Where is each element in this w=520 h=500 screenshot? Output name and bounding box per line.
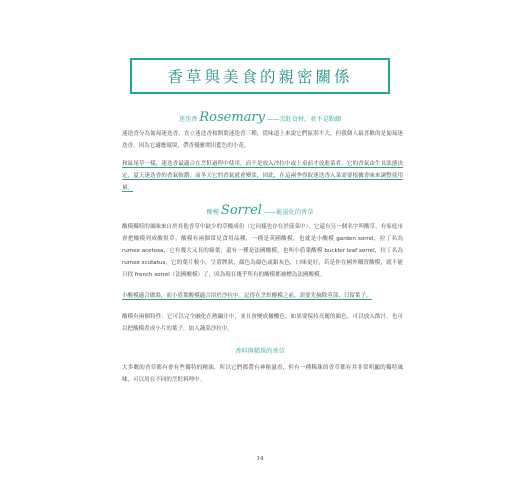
heading-script-word: Sorrel bbox=[220, 203, 262, 218]
section-heading-spices bbox=[0, 346, 520, 355]
page-number: 14 bbox=[256, 456, 264, 462]
page-title: 香草與美食的親密關係 bbox=[167, 68, 353, 86]
section-heading-sorrel bbox=[0, 203, 520, 218]
heading-suffix: ——烹飪食材，並不是點綴 bbox=[266, 116, 342, 123]
title-box bbox=[130, 58, 390, 94]
paragraph-highlighted bbox=[122, 290, 403, 302]
highlighted-text: 和鼠尾草一樣，迷迭香最適合在烹飪過程中使用，而不是放入沙拉中或上桌前才放進菜肴。它的香氣由生長狀態決定，夏天迷迭香的香氣較濃，而冬天它的香氣就會變淡，因此，在這兩季得取迷迭香入菜需要根據香味來調整使用量。 bbox=[122, 161, 403, 191]
heading-script-word: Rosemary bbox=[199, 110, 265, 125]
paragraph: 大多數的香草都有會有些獨特的精油，所以它們都帶有神秘滋香，但有一種稀珠的香草都有其非常明顯的獨特風味，可以用在不同的烹飪料理中。 bbox=[122, 365, 403, 383]
heading-prefix: 酸模 bbox=[206, 209, 219, 216]
highlighted-text: 小酸模適合做湯，而小盾葉酸模適合用於沙拉中。記得在烹飪酸模之前，需要先摘除莖部，只留葉子。 bbox=[122, 293, 372, 299]
paragraph-highlighted bbox=[122, 158, 403, 194]
heading-prefix: 迷迭香 bbox=[178, 116, 198, 123]
paragraph: 酸模獨特的風味來自於其他香草中缺少的草酸成份（它同樣也存在於菠菜中），它還有另一個名字叫酸草，有家庭市會把酸模列成酸很草。酸模有兩個常見食用品種，一種是英國酸模，也就是小酸模 garden sorrel，拉丁名為 rumex acetosa，它有幾大又長的綠葉；還有一種是法國酸模，也叫小盾葉酸模 buckler leaf sorrel，拉丁名為 rumex scutatus，它的葉片較小，呈盾牌狀，顏色為綠色或銀灰色，口味更好，若是你在國外購買酸模，就不能只找 french sorrel（法國酸模）了，因為現在幾乎所有的酸模都被標為法國酸模。 bbox=[122, 224, 403, 278]
paragraph: 酸模有兩個特性：它可以完全融化在熱鍋汁中，並且會變成橄欖色，如果要保持亮麗的顏色，可以放入飲汁。也可以把酸模煮成小片的葉子，加入蔬菜沙拉中。 bbox=[122, 314, 403, 332]
heading-text: 香料與稀珠的香草 bbox=[235, 348, 285, 355]
section-heading-rosemary bbox=[0, 110, 520, 125]
paragraph: 迷迭香分為匍匐迷迭香、直立迷迭香和開葉迷迭香三種，從味道上來說它們區別不大，但我個人最喜歡的是匍匐迷迭香，因為它適應環境，帶香優雅開出藍色的小花。 bbox=[122, 131, 403, 149]
heading-suffix: ——能滋化的香草 bbox=[263, 209, 314, 216]
